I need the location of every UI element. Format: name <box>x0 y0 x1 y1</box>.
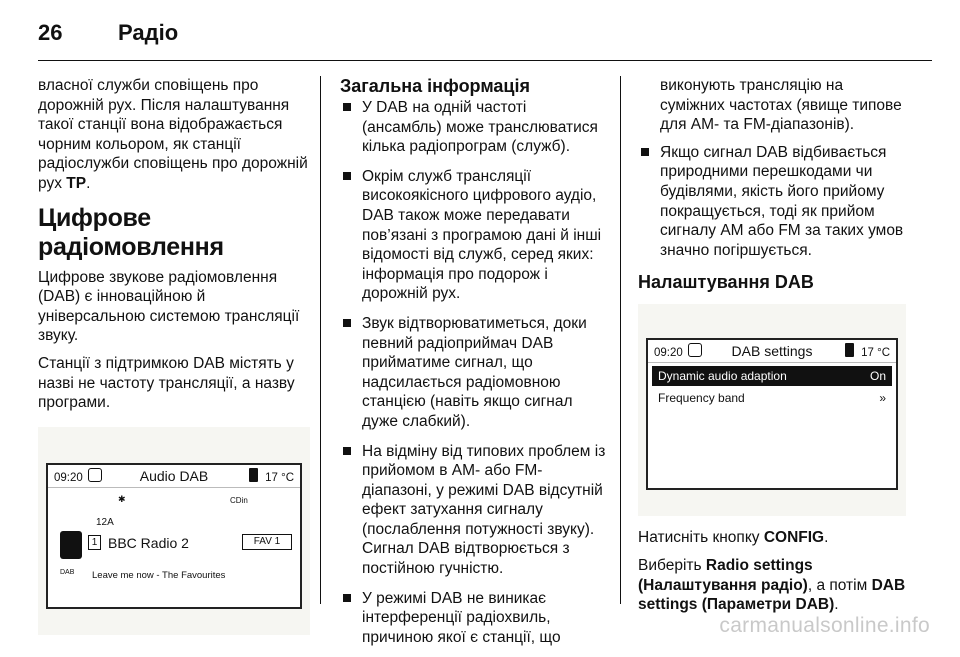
config-end: . <box>824 529 829 547</box>
info-list-2 <box>638 143 908 261</box>
preset-number: 1 <box>88 535 101 550</box>
column-3 <box>638 76 908 623</box>
page-header <box>38 20 178 46</box>
chevron-right-icon: » <box>879 391 886 406</box>
list-item: У DAB на одній частоті (ансамбль) може транслюватися кілька радіопрограм (служб). <box>340 98 610 157</box>
paragraph-tp <box>38 76 310 194</box>
paragraph-config <box>638 528 908 548</box>
frequency-block: 12A <box>96 516 114 528</box>
list-item: Якщо сигнал DAB відбивається природними перешкодами чи будівлями, якість його прийому покращується, тоді як прийом сигналу AM або FM за таких умов значно погіршується. <box>638 143 908 261</box>
paragraph-continuation: виконують трансляцію на суміжних частотах (явище типове для AM- та FM-діапазонів). <box>660 77 902 134</box>
list-item: Окрім служб трансляції високоякісного цифрового аудіо, DAB також може передавати пов’язані з програмою дані й інші відомості від служб, серед яких: інформація про подорож і дорожній рух. <box>340 167 610 304</box>
menu-item-label: Dynamic audio adaption <box>658 369 787 384</box>
menu-item-label: Frequency band <box>658 391 745 406</box>
dab-settings-label: DAB settings (Параметри DAB) <box>638 576 906 614</box>
info-list <box>340 98 610 647</box>
station-name: BBC Radio 2 <box>108 534 189 551</box>
config-text: Натисніть кнопку <box>638 529 764 547</box>
column-divider-2 <box>620 76 621 604</box>
dab-label: DAB <box>60 568 75 576</box>
fav-button[interactable]: FAV 1 <box>242 534 292 550</box>
heading-digital-radio: Цифрове радіомовлення <box>38 203 224 261</box>
dab-settings-screenshot <box>638 304 906 516</box>
list-item: У режимі DAB не виникає інтерференції радіохвиль, причиною якої є станції, що <box>340 589 610 648</box>
menu-item-value: On <box>869 369 886 384</box>
paragraph-select <box>638 556 908 615</box>
select-text: Виберіть <box>638 556 706 574</box>
screen-title: DAB settings <box>731 343 813 360</box>
audio-dab-screenshot <box>38 427 310 635</box>
menu-item-dynamic-audio[interactable] <box>652 366 892 386</box>
bluetooth-icon: ✱ <box>118 493 126 504</box>
phone-icon <box>249 468 258 482</box>
paragraph-dab-names: Станції з підтримкою DAB містять у назві не частоту трансляції, а назву програми. <box>38 354 295 412</box>
phone-icon <box>845 343 854 357</box>
cdin-label: CDin <box>230 495 248 505</box>
column-1 <box>38 76 310 635</box>
column-2 <box>340 76 610 657</box>
page-number: 26 <box>38 20 63 45</box>
tp-label: TP <box>66 174 87 192</box>
audio-dab-screen <box>46 463 302 609</box>
section-title: Радіо <box>118 20 179 45</box>
watermark: carmanualsonline.info <box>719 614 930 637</box>
tp-end: . <box>86 174 91 192</box>
clock-time: 09:20 <box>654 347 683 360</box>
radio-text: Leave me now - The Favourites <box>92 569 226 581</box>
temperature: 17 °C <box>861 347 890 360</box>
select-mid: , а потім <box>807 576 872 594</box>
config-button-label: CONFIG <box>763 529 825 547</box>
antenna-icon <box>60 531 82 559</box>
menu-item-frequency-band[interactable] <box>652 388 892 408</box>
list-item: Звук відтворюватиметься, доки певний радіоприймач DAB прийматиме сигнал, що надсилається радіомовною станцією (навіть якщо сигнал дуже слабкий). <box>340 314 610 432</box>
dab-settings-screen <box>646 338 898 490</box>
status-bar <box>48 465 300 488</box>
screen-title: Audio DAB <box>139 467 209 484</box>
paragraph-dab-intro: Цифрове звукове радіомовлення (DAB) є інноваційною й універсальною системою трансляції звуку. <box>38 268 300 345</box>
heading-general-info: Загальна інформація <box>340 76 530 96</box>
header-rule <box>38 60 932 61</box>
heading-dab-settings: Налаштування DAB <box>638 272 814 293</box>
status-bar <box>648 340 896 363</box>
clock-time: 09:20 <box>54 471 83 484</box>
list-item: На відміну від типових проблем із прийомом в AM- або FM-діапазоні, у режимі DAB відсутній ефект затухання сигналу (послаблення потужності звуку). Сигнал DAB відтворюється з постійною гучністю. <box>340 442 610 579</box>
temperature: 17 °C <box>265 471 294 484</box>
column-divider-1 <box>320 76 321 604</box>
radio-settings-label: Radio settings (Налаштування радіо) <box>638 556 813 594</box>
select-end: . <box>834 596 839 614</box>
tp-text: власної служби сповіщень про дорожній рух. Після налаштування такої станції вона відображається чорним кольором, як станції радіослужби сповіщень про дорожній рух <box>38 77 308 192</box>
